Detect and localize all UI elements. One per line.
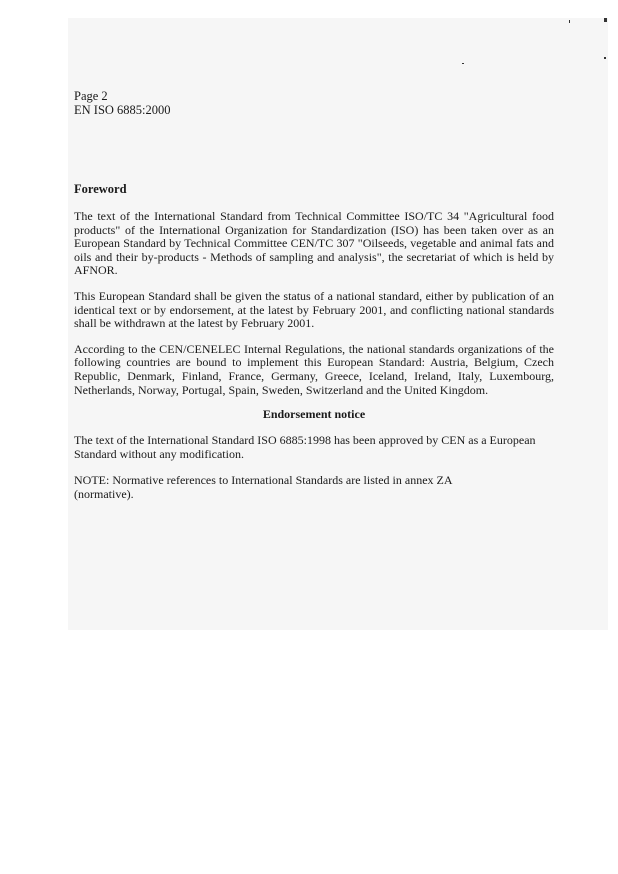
page-number: Page 2 [74, 89, 108, 103]
scan-speck [604, 57, 606, 59]
foreword-paragraph-2: This European Standard shall be given the status of a national standard, either by publication of an identical text or by endorsement, at the latest by February 2001, and conflicting national standards shall be withdrawn at the latest by February 2001. [74, 288, 554, 331]
foreword-heading: Foreword [74, 182, 127, 196]
scan-speck [569, 20, 570, 23]
document-page [74, 89, 554, 502]
scan-speck [604, 18, 607, 22]
foreword-paragraph-3: According to the CEN/CENELEC Internal Regulations, the national standards organizations of the following countries are bound to implement this European Standard: Austria, Belgium, Czech Republic, Denmark, Finland, France, Germany, Greece, Iceland, Ireland, Italy, Luxembourg, Netherlands, Norway, Portugal, Spain, Sweden, Switzerland and the United Kingdom. [74, 341, 554, 397]
scan-speck [462, 63, 464, 64]
endorsement-paragraph: The text of the International Standard ISO 6885:1998 has been approved by CEN as a European Standard without any modification. [74, 433, 536, 461]
foreword-paragraph-1: The text of the International Standard from Technical Committee ISO/TC 34 "Agricultural food products" of the International Organization for Standardization (ISO) has been taken over as an European Standard by Technical Committee CEN/TC 307 "Oilseeds, vegetable and animal fats and oils and their by-products - Methods of sampling and analysis", the secretariat of which is held by AFNOR. [74, 209, 554, 278]
endorsement-heading: Endorsement notice [262, 407, 366, 422]
standard-reference: EN ISO 6885:2000 [74, 103, 171, 117]
normative-note: NOTE: Normative references to International Standards are listed in annex ZA (normative). [74, 473, 452, 501]
